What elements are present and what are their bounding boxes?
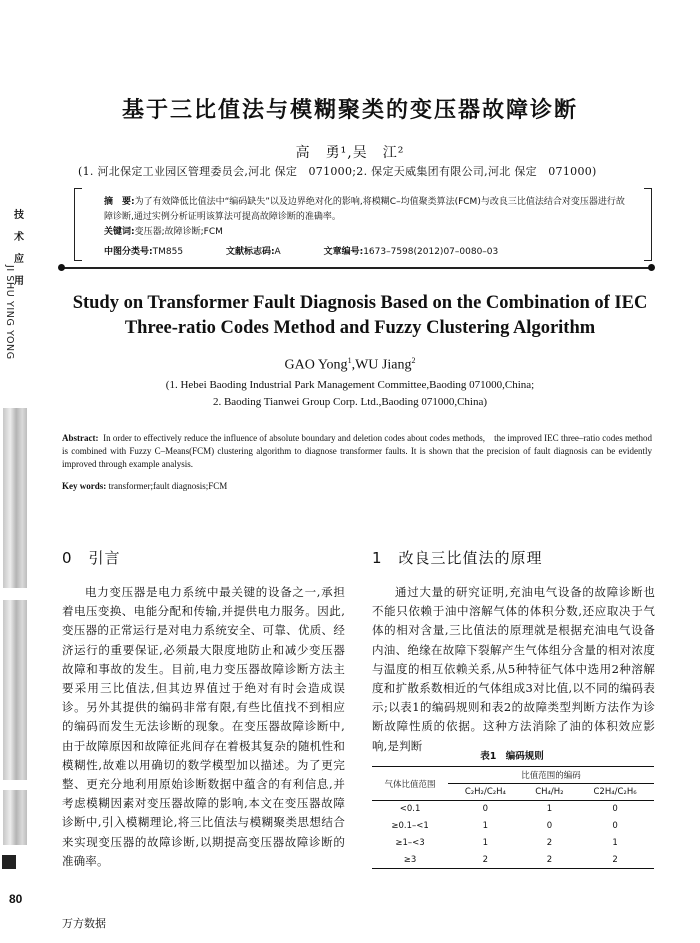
table-cell: 0 (612, 804, 618, 815)
abstract-cn (104, 195, 629, 240)
article-no-value: 1673–7598(2012)07–0080–03 (363, 247, 499, 257)
column-label-en: JI SHU YING YONG (4, 265, 15, 360)
table-cell: 1 (482, 838, 489, 848)
keywords-en-text: transformer;fault diagnosis;FCM (108, 481, 228, 491)
title-cn: 基于三比值法与模糊聚类的变压器故障诊断 (121, 97, 578, 123)
column-label-char: 技 (14, 210, 24, 221)
bracket-right (644, 188, 652, 261)
abstract-cn-box (62, 188, 652, 273)
margin-scan-texture (3, 600, 27, 780)
table-header-group: 比值范围的编码 (448, 767, 654, 784)
table-row (372, 852, 654, 869)
section-0-paragraph: 电力变压器是电力系统中最关键的设备之一,承担着电压变换、电能分配和传输,并提供电力服务。因此,变压器的正常运行是对电力系统安全、可靠、优质、经济运行的重要保证,必须最大限度地防止和减少变压器故障和事故的发生。目前,电力变压器故障诊断方法主要采用三比值法,但其边界值过于绝对有时会造成误诊。另外其提供的编码非常有限,有些比值找不到相应的编码而发生无法诊断的现象。在变压器故障诊断中,由于故障原因和故障征兆间存在着极其复杂的随机性和模糊性,故难以用确切的数学模型加以描述。为了更完整、更充分地利用原始诊断数据中蕴含的有利信息,并考虑模糊因素对变压器故障的影响,本文在变压器故障诊断中,引入模糊理论,将三比值法与模糊聚类思想结合来实现变压器的故障诊断,以期提高变压器故障诊断的准确率。 (62, 585, 345, 868)
table-cell: 2 (546, 838, 553, 848)
table-cell-range: ≥1–<3 (395, 838, 425, 848)
divider-dot-right (648, 264, 655, 271)
margin-scan-texture (3, 790, 27, 845)
table-cell: 2 (576, 852, 654, 869)
table-cell: 1 (482, 821, 489, 831)
section-0-body (62, 583, 345, 871)
table-cell: 0 (482, 804, 489, 815)
table-cell: 2 (523, 852, 576, 869)
keywords-cn: 变压器;故障诊断;FCM (134, 227, 223, 237)
page-number: 80 (9, 892, 23, 906)
doc-code-value: A (274, 247, 281, 257)
table-row (372, 818, 654, 835)
table-cell-range: ≥3 (372, 852, 448, 869)
author-1: GAO Yong (284, 357, 348, 373)
author-2-sup: 2 (411, 356, 416, 365)
article-no-label: 文章编号: (323, 247, 364, 257)
table-1-caption: 表1 编码规则 (480, 751, 544, 762)
abstract-en-text: In order to effectively reduce the influence of absolute boundary and deletion codes about codes methods, the improved IEC three–ratio codes method is combined with Fuzzy C–Means(FCM) clustering algorithm to diagnose transformer faults. It is shown that the precision of fault diagnosis can be evidently improved through example analysis. (62, 433, 652, 469)
table-cell: 2 (448, 852, 523, 869)
affiliation-en-line: (1. Hebei Baoding Industrial Park Management Committee,Baoding 071000,China; (165, 379, 535, 391)
table-header-range: 气体比值范围 (372, 767, 448, 801)
section-0-heading: 0 引言 (62, 549, 121, 567)
title-en: Study on Transformer Fault Diagnosis Based on the Combination of IEC Three-ratio Codes Method and Fuzzy Clustering Algorithm (72, 293, 648, 338)
keywords-en-label: Key words: (62, 481, 107, 491)
margin-scan-texture (3, 408, 27, 588)
section-1-heading: 1 改良三比值法的原理 (372, 549, 543, 567)
keywords-cn-label: 关键词: (104, 227, 135, 237)
table-cell: 1 (546, 804, 553, 815)
column-label-char: 用 (14, 276, 24, 287)
abstract-en (62, 432, 652, 471)
affiliation-cn: (1. 河北保定工业园区管理委员会,河北 保定 071000;2. 保定天威集团有限公司,河北 保定 071000) (78, 165, 597, 178)
authors-cn: 高 勇¹,吴 江² (295, 145, 405, 161)
table-cell: 0 (546, 821, 553, 831)
table-1 (372, 766, 654, 869)
page-corner-mark (2, 855, 16, 869)
clc-value: TM855 (152, 247, 184, 257)
table-header-col: C2H₄/C₂H₆ (576, 784, 654, 801)
table-header-col: C₂H₂/C₂H₄ (448, 784, 523, 801)
abstract-cn-label: 摘 要: (104, 197, 135, 207)
author-1-sup: 1 (347, 356, 352, 365)
table-cell: 0 (612, 821, 618, 831)
column-label-char: 术 (14, 232, 24, 243)
authors-en (0, 356, 700, 374)
doc-code-label: 文献标志码: (225, 247, 275, 257)
footer-source: 万方数据 (62, 917, 106, 930)
clc-label: 中图分类号: (104, 247, 153, 257)
affiliation-en-line: 2. Baoding Tianwei Group Corp. Ltd.,Baoding 071000,China) (212, 396, 488, 408)
keywords-en (62, 481, 227, 491)
section-1-body (372, 583, 655, 756)
table-cell: 1 (612, 838, 618, 848)
column-label-char: 应 (14, 254, 24, 265)
table-cell-range: ≥0.1–<1 (391, 821, 429, 831)
table-cell-range: <0.1 (399, 804, 421, 815)
abstract-cn-text: 为了有效降低比值法中“编码缺失”以及边界绝对化的影响,将模糊C–均值聚类算法(FCM)与改良三比值法结合对变压器进行故障诊断,通过实例分析证明该算法可提高故障诊断的准确率。 (104, 197, 625, 222)
abstract-en-label: Abstract: (62, 433, 99, 443)
section-1-paragraph: 通过大量的研究证明,充油电气设备的故障诊断也不能只依赖于油中溶解气体的体积分数,还应取决于气体的相对含量,三比值法的原理就是根据充油电气设备内油、绝缘在故障下裂解产生气体组分含量的相对浓度与温度的相互依赖关系,从5种特征气体中选用2种溶解度和扩散系数相近的气体组成3对比值,以不同的编码表示;以表1的编码规则和表2的故障类型判断方法作为诊断故障性质的依据。这种方法消除了油的体积效应影响,是判断 (372, 585, 655, 753)
author-sep: , (351, 357, 356, 373)
table-row (372, 801, 654, 818)
author-2: WU Jiang (355, 357, 412, 373)
divider-dot-left (58, 264, 65, 271)
affiliation-en (0, 377, 700, 411)
table-row (372, 835, 654, 852)
classification-line (104, 244, 629, 257)
abstract-divider (62, 267, 652, 269)
table-header-col: CH₄/H₂ (523, 784, 576, 801)
bracket-left (74, 188, 82, 261)
